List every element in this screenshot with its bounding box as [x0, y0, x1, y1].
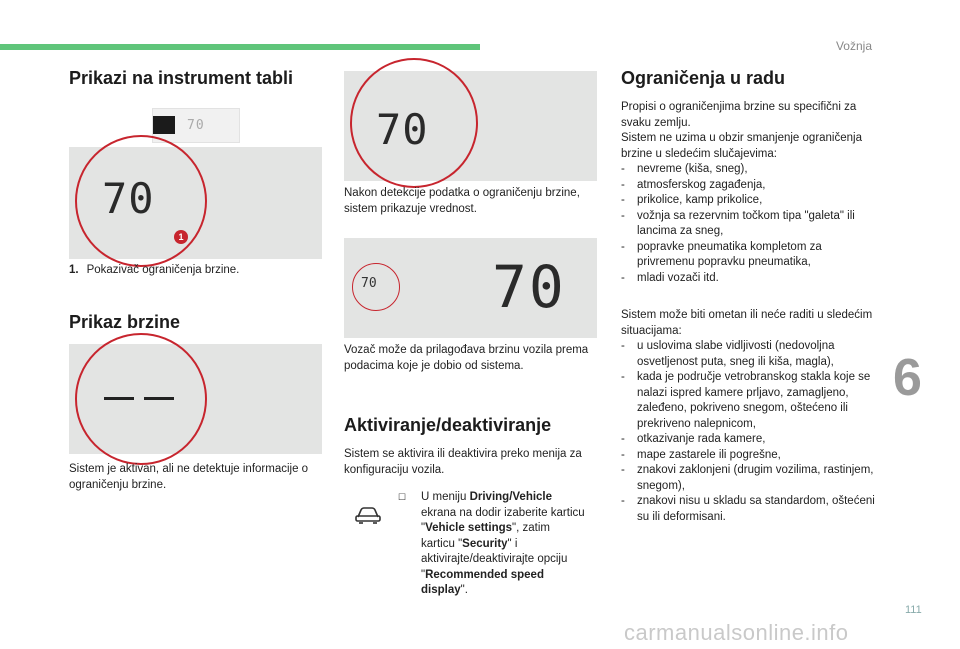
- list-item: - prikolice, kamp prikolice,: [621, 193, 881, 209]
- page-title: Prikazi na instrument tabli: [69, 68, 294, 88]
- cluster-strip-image: [152, 108, 240, 143]
- list-item: - u uslovima slabe vidljivosti (nedovoljna osvetljenost puta, sneg ili kiša, magla),: [621, 339, 881, 370]
- gauge-caption: [69, 263, 239, 279]
- no-limit-gauge-image: [69, 344, 322, 454]
- limitations-content: [621, 100, 881, 525]
- limitations-list-1: [621, 162, 881, 286]
- instruction-bold-segment: Vehicle settings: [425, 522, 513, 534]
- instruction-segment: ekrana na dodir izaberite karticu ": [421, 506, 585, 534]
- instruction-segment: ", zatim karticu ": [421, 522, 550, 550]
- speed-display-text: Sistem je aktivan, ali ne detektuje informacije o ograničenju brzine.: [69, 463, 309, 491]
- list-item: - mladi vozači itd.: [621, 271, 881, 287]
- speed-limit-gauge-image: [69, 147, 322, 259]
- instruction-bullet: ☐: [398, 492, 407, 502]
- list-item: - vožnja sa rezervnim točkom tipa "galeta" ili lancima za sneg,: [621, 209, 881, 240]
- section-header: Vožnja: [835, 39, 872, 53]
- instruction-segment: ".: [460, 584, 468, 596]
- instruction-bold-segment: Driving/Vehicle: [469, 491, 553, 503]
- limitations-list-2: [621, 339, 881, 525]
- gauge-speed-value: 70: [102, 174, 155, 223]
- speed-display-title: Prikaz brzine: [69, 312, 181, 332]
- no-limit-display: [104, 397, 174, 400]
- gauge-speed-value: 70: [376, 105, 429, 154]
- limitations-intro: Propisi o ograničenjima brzine su specifični za svaku zemlju.: [621, 101, 857, 129]
- instruction-bold-segment: Security: [462, 537, 508, 550]
- driver-adjust-text: Vozač može da prilagođava brzinu vozila prema podacima koje je dobio od sistema.: [344, 344, 589, 372]
- list-item: - znakovi nisu u skladu sa standardom, oštećeni su ili deformisani.: [621, 494, 881, 525]
- watermark: carmanualsonline.info: [624, 620, 849, 645]
- list-item: - atmosferskog zagađenja,: [621, 178, 881, 194]
- cluster-dark-block: [153, 116, 175, 134]
- instruction-segment: U meniju: [421, 491, 470, 503]
- caption-text: Pokazivač ograničenja brzine.: [86, 264, 240, 276]
- large-speed-value: 70: [492, 253, 566, 321]
- list-item: - nevreme (kiša, sneg),: [621, 162, 881, 178]
- cluster-speed-value: 70: [187, 118, 205, 133]
- caption-number: 1.: [69, 264, 79, 276]
- detection-text: Nakon detekcije podatka o ograničenju brzine, sistem prikazuje vrednost.: [344, 187, 580, 215]
- page-number: 111: [905, 604, 922, 616]
- list-item: - znakovi zaklonjeni (drugim vozilima, rastinjem, snegom),: [621, 463, 881, 494]
- limitations-title: Ograničenja u radu: [621, 68, 786, 88]
- instruction-segment: " i aktivirajte/deaktivirajte opciju ": [421, 537, 568, 581]
- list-item: - popravke pneumatika kompletom za privremenu popravku pneumatika,: [621, 240, 881, 271]
- list-item: - kada je područje vetrobranskog stakla koje se nalazi ispred kamere prljavo, zamagljeno, zaleđeno, pokriveno snegom, oštećeno ili prekriveno nalepnicom,: [621, 370, 881, 432]
- instruction-text: [421, 490, 587, 599]
- chapter-number: 6: [893, 349, 922, 407]
- cluster-display-image: [344, 238, 597, 338]
- list-item: - otkazivanje rada kamere,: [621, 432, 881, 448]
- no-limit-text: [69, 344, 70, 345]
- callout-marker: 1: [174, 230, 188, 244]
- limitations-intro3: Sistem može biti ometan ili neće raditi u sledećim situacijama:: [621, 309, 873, 337]
- activation-text: Sistem se aktivira ili deaktivira preko menija za konfiguraciju vozila.: [344, 448, 582, 476]
- small-speed-value: 70: [361, 276, 377, 291]
- activation-title: Aktiviranje/deaktiviranje: [344, 415, 552, 435]
- list-item: - mape zastarele ili pogrešne,: [621, 448, 881, 464]
- instruction-bold-segment: Recommended speed display: [421, 568, 544, 596]
- detected-limit-gauge-image: [344, 71, 597, 181]
- section-color-bar: [0, 44, 480, 50]
- vehicle-settings-icon: [353, 503, 383, 525]
- limitations-intro2: Sistem ne uzima u obzir smanjenje ograničenja brzine u sledećim slučajevima:: [621, 132, 862, 160]
